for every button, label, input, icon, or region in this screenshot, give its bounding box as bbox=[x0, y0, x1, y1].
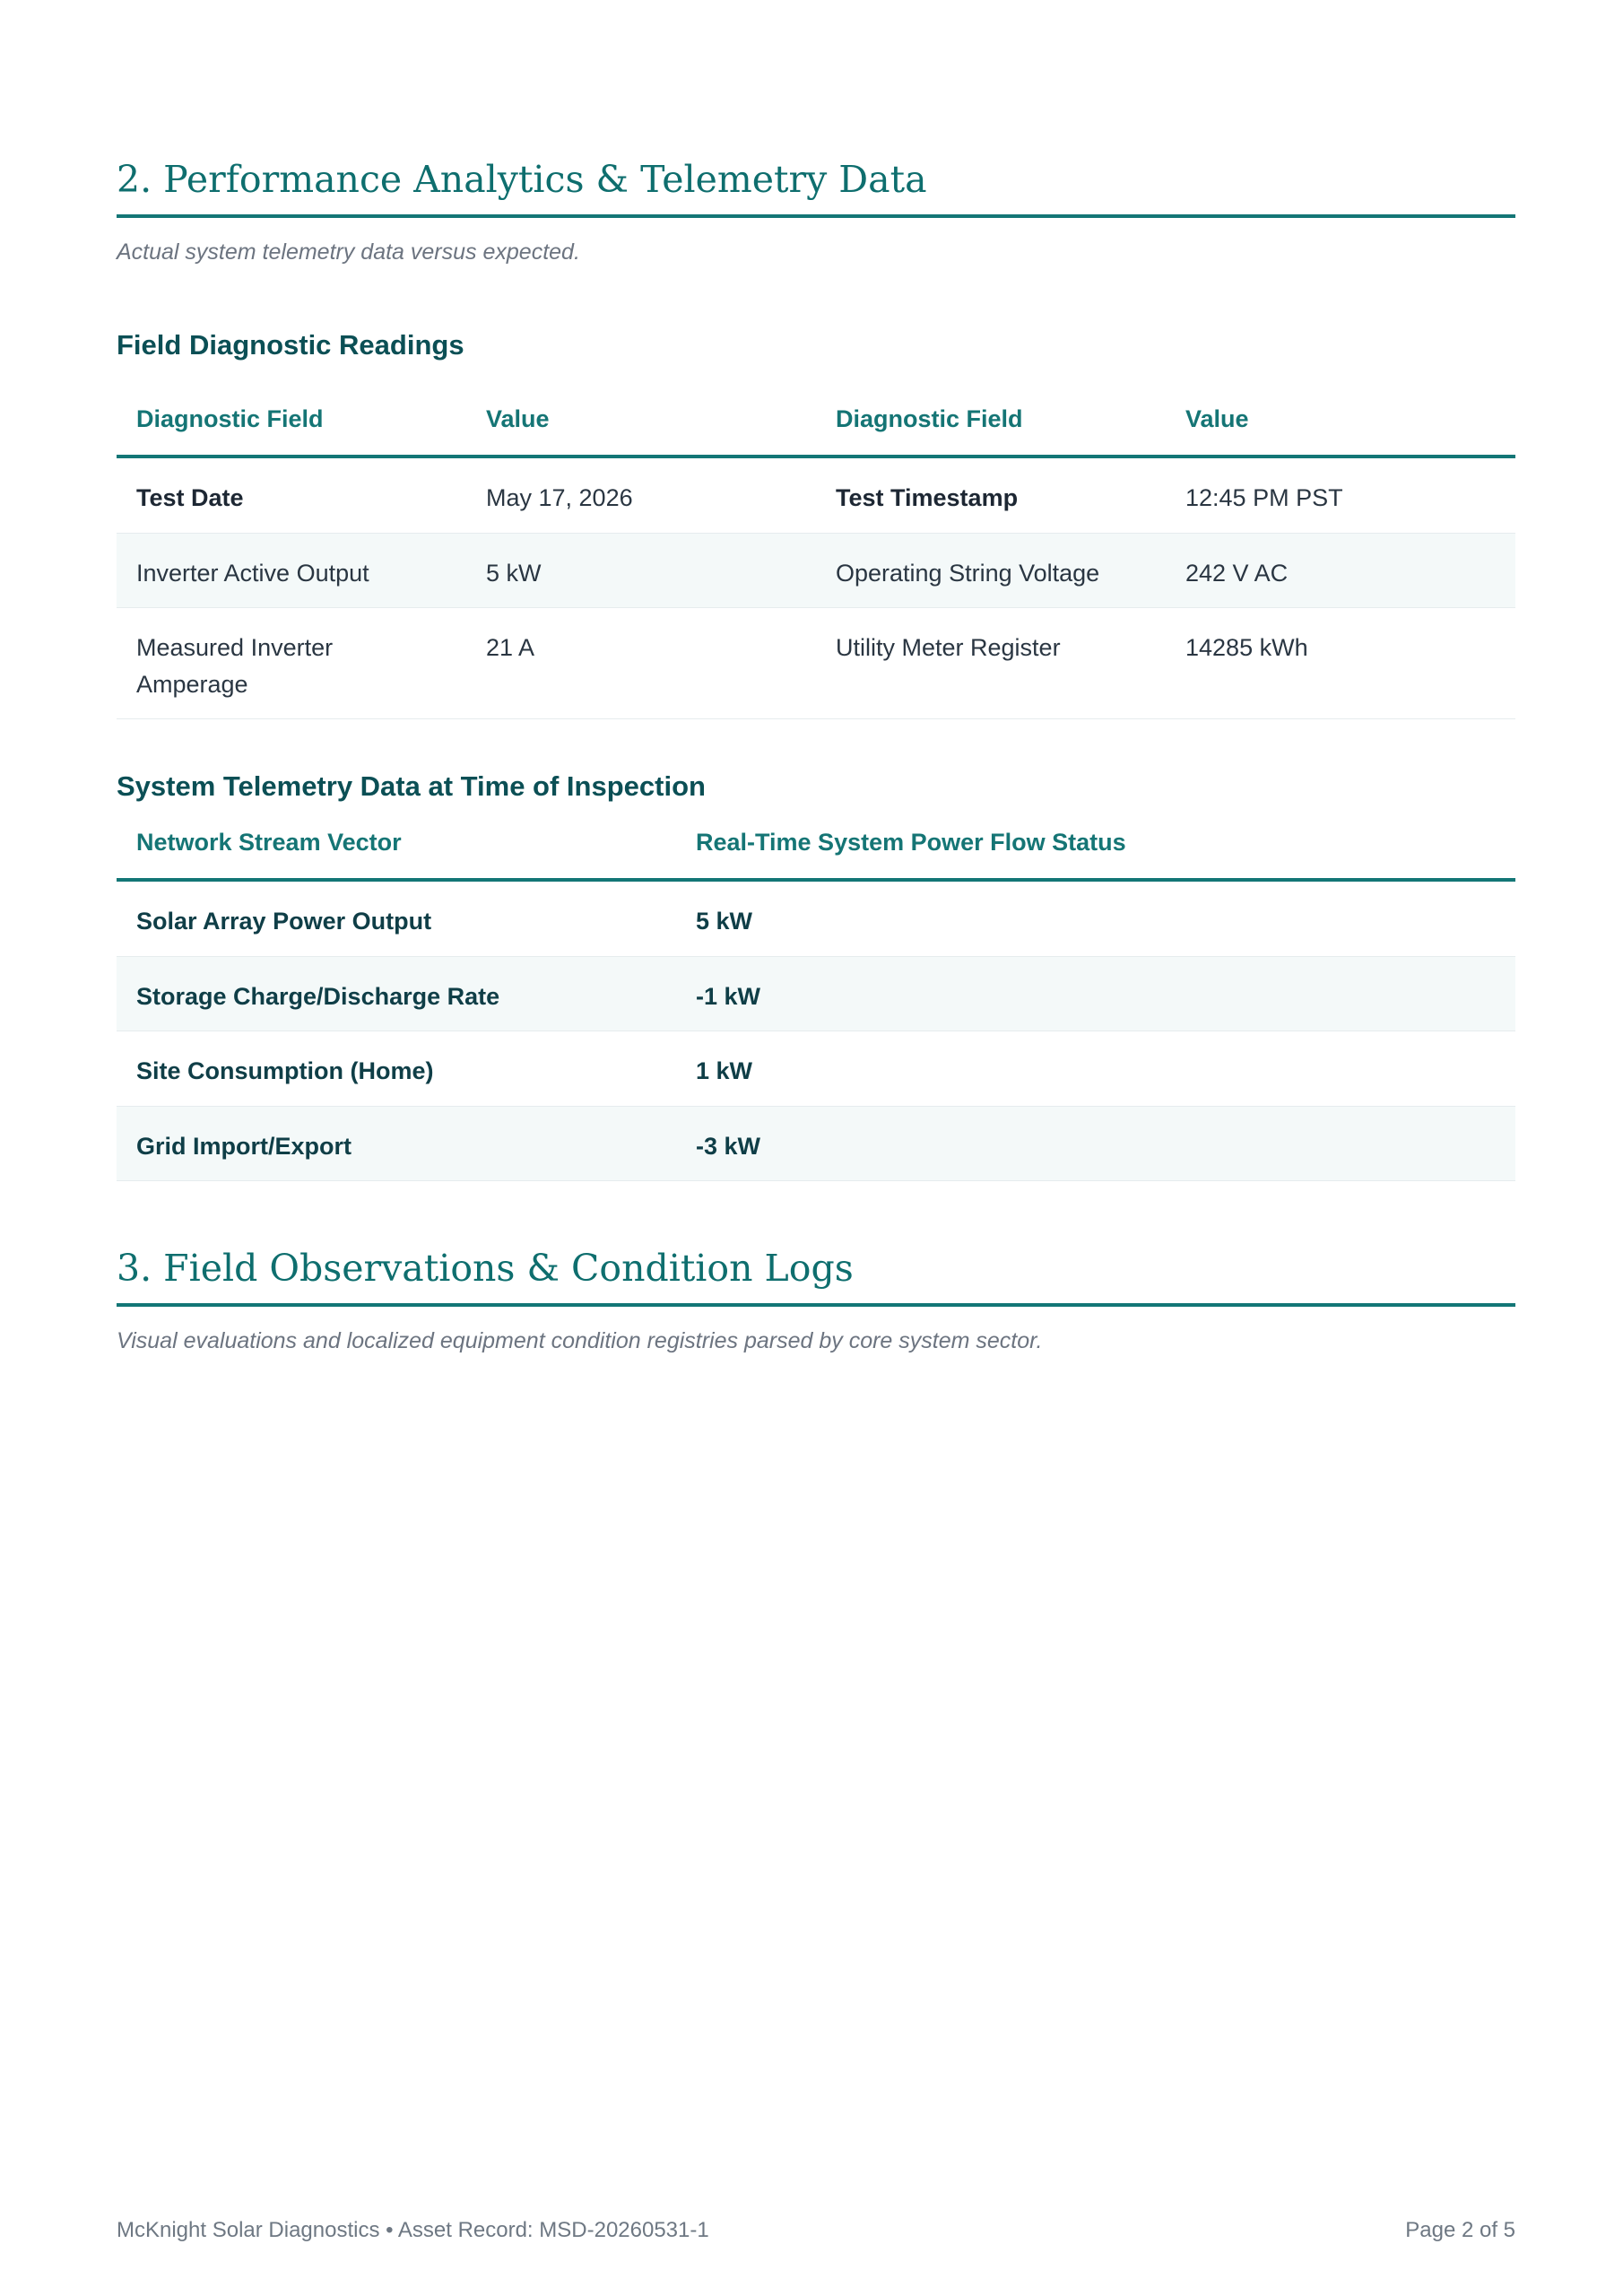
field-label: Test Date bbox=[117, 457, 466, 533]
page-footer bbox=[117, 2218, 1515, 2243]
section-2 bbox=[117, 158, 1515, 267]
table-row bbox=[117, 1106, 1515, 1181]
field-label: Test Timestamp bbox=[816, 457, 1166, 533]
power-flow-value: 5 kW bbox=[676, 880, 1515, 956]
telemetry-table-wrap bbox=[117, 827, 1515, 1181]
field-label: Operating String Voltage bbox=[816, 533, 1166, 608]
stream-vector: Solar Array Power Output bbox=[117, 880, 676, 956]
column-header: Value bbox=[1166, 404, 1515, 457]
table-row bbox=[117, 1031, 1515, 1107]
field-value: 242 V AC bbox=[1166, 533, 1515, 608]
field-value: 21 A bbox=[466, 608, 816, 719]
power-flow-value: -1 kW bbox=[676, 956, 1515, 1031]
footer-asset-record: McKnight Solar Diagnostics • Asset Record: MSD-20260531-1 bbox=[117, 2218, 709, 2242]
table-row bbox=[117, 956, 1515, 1031]
diagnostics-heading: Field Diagnostic Readings bbox=[117, 329, 464, 361]
section-3 bbox=[117, 1247, 1515, 1356]
column-header: Diagnostic Field bbox=[117, 404, 466, 457]
field-value: 12:45 PM PST bbox=[1166, 457, 1515, 533]
column-header: Network Stream Vector bbox=[117, 827, 676, 880]
table-row bbox=[117, 608, 1515, 719]
stream-vector: Grid Import/Export bbox=[117, 1106, 676, 1181]
section-2-subtitle: Actual system telemetry data versus expected. bbox=[117, 239, 580, 265]
column-header: Value bbox=[466, 404, 816, 457]
table-row bbox=[117, 533, 1515, 608]
stream-vector: Storage Charge/Discharge Rate bbox=[117, 956, 676, 1031]
section-3-title: 3. Field Observations & Condition Logs bbox=[117, 1247, 1515, 1307]
stream-vector: Site Consumption (Home) bbox=[117, 1031, 676, 1107]
field-value: May 17, 2026 bbox=[466, 457, 816, 533]
telemetry-header-row bbox=[117, 827, 1515, 880]
power-flow-value: -3 kW bbox=[676, 1106, 1515, 1181]
page-number: Page 2 of 5 bbox=[1405, 2218, 1515, 2242]
field-label: Inverter Active Output bbox=[117, 533, 466, 608]
column-header: Diagnostic Field bbox=[816, 404, 1166, 457]
column-header: Real-Time System Power Flow Status bbox=[676, 827, 1515, 880]
field-label: Measured Inverter Amperage bbox=[117, 608, 466, 719]
telemetry-heading: System Telemetry Data at Time of Inspection bbox=[117, 770, 706, 802]
power-flow-value: 1 kW bbox=[676, 1031, 1515, 1107]
diagnostics-header-row bbox=[117, 404, 1515, 457]
field-label: Utility Meter Register bbox=[816, 608, 1166, 719]
section-2-title: 2. Performance Analytics & Telemetry Data bbox=[117, 158, 1515, 218]
section-3-subtitle: Visual evaluations and localized equipment condition registries parsed by core system sector. bbox=[117, 1328, 1043, 1354]
diagnostics-table bbox=[117, 404, 1515, 719]
telemetry-table bbox=[117, 827, 1515, 1181]
field-value: 14285 kWh bbox=[1166, 608, 1515, 719]
table-row bbox=[117, 880, 1515, 956]
diagnostics-table-wrap bbox=[117, 404, 1515, 719]
table-row bbox=[117, 457, 1515, 533]
field-value: 5 kW bbox=[466, 533, 816, 608]
